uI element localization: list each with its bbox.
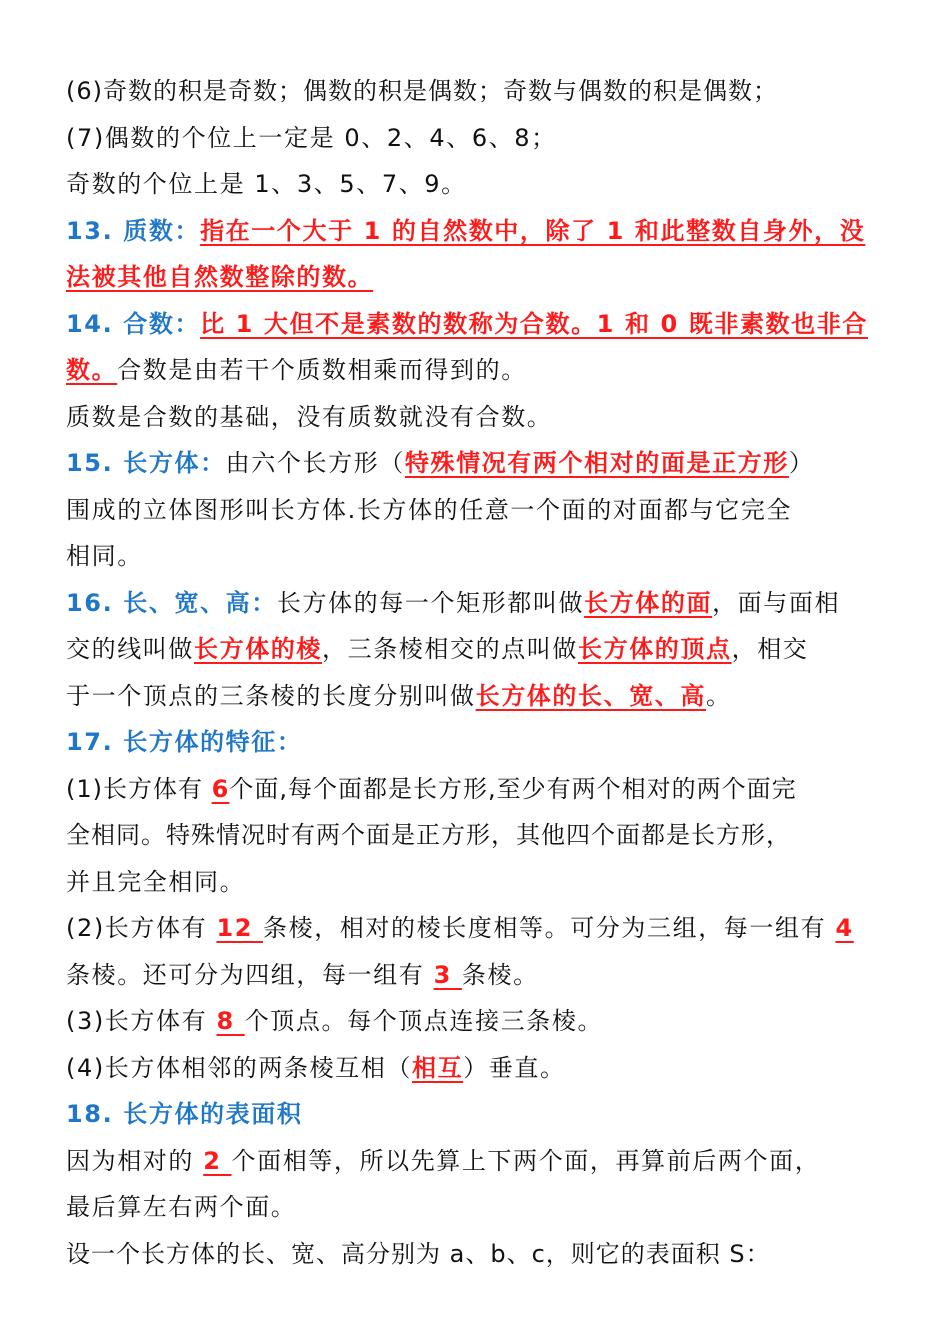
text: 。 [706, 681, 732, 710]
text: ，面与面相 [712, 588, 841, 617]
text: 设一个长方体的长、宽、高分别为 a、b、c，则它的表面积 S： [66, 1239, 771, 1268]
section-heading: 17. 长方体的特征： [66, 728, 303, 756]
text: (4)长方体相邻的两条棱互相（ [66, 1053, 412, 1082]
highlight-text: 指在一个大于 1 的自然数中，除了 1 和此整数自身外，没 [200, 216, 866, 245]
text: 条棱，相对的棱长度相等。可分为三组，每一组有 [263, 914, 836, 942]
text: 条棱。还可分为四组，每一组有 [66, 960, 434, 989]
section-heading: 13. 质数： [66, 216, 201, 245]
section-17 [66, 719, 888, 766]
text-line [66, 347, 888, 394]
text-line [66, 1138, 888, 1185]
text-line [66, 812, 888, 859]
highlight-text: 3 [433, 960, 462, 989]
text: ，三条棱相交的点叫做 [322, 635, 578, 663]
text: (7)偶数的个位上一定是 0、2、4、6、8； [66, 123, 557, 152]
section-heading: 15. 长方体： [66, 449, 226, 477]
text: 围成的立体图形叫长方体.长方体的任意一个面的对面都与它完全 [66, 495, 793, 524]
text: ）垂直。 [463, 1053, 566, 1082]
text: (1)长方体有 [66, 774, 212, 803]
text-line [66, 115, 888, 162]
highlight-text: 法被其他自然数整除的数。 [66, 263, 374, 291]
text-line [66, 487, 888, 534]
section-14 [66, 301, 888, 348]
text: (2)长方体有 [66, 914, 217, 942]
highlight-text: 相互 [412, 1053, 464, 1082]
text: 相同。 [66, 542, 143, 570]
highlight-text: 比 1 大但不是素数的数称为合数。1 和 0 既非素数也非合 [200, 309, 868, 338]
highlight-text: 长方体的面 [584, 588, 713, 617]
text-line [66, 1231, 888, 1278]
text: 个面相等，所以先算上下两个面，再算前后两个面， [231, 1146, 821, 1175]
text: (6)奇数的积是奇数；偶数的积是偶数；奇数与偶数的积是偶数； [66, 77, 778, 105]
section-heading: 14. 合数： [66, 309, 201, 338]
text: 长方体的每一个矩形都叫做 [276, 588, 585, 617]
text-line [66, 626, 888, 673]
text: 并且完全相同。 [66, 867, 246, 896]
text: 个顶点。每个顶点连接三条棱。 [244, 1007, 604, 1035]
highlight-text: 长方体的顶点 [578, 635, 732, 663]
highlight-text: 8 [216, 1007, 245, 1035]
text: 全相同。特殊情况时有两个面是正方形，其他四个面都是长方形， [66, 821, 791, 849]
text: ，相交 [731, 635, 809, 663]
text-line [66, 952, 888, 999]
section-15 [66, 440, 888, 487]
text: 个面,每个面都是长方形,至少有两个相对的两个面完 [229, 774, 797, 803]
section-18 [66, 1091, 888, 1138]
document-page [66, 68, 888, 1277]
section-16 [66, 580, 888, 627]
text: 因为相对的 [66, 1146, 204, 1175]
text: 合数是由若干个质数相乘而得到的。 [117, 356, 527, 384]
text-line [66, 161, 888, 208]
highlight-text: 12 [216, 914, 263, 942]
text: (3)长方体有 [66, 1007, 217, 1035]
text-line [66, 68, 888, 115]
text-line [66, 673, 888, 720]
highlight-text: 长方体的棱 [194, 635, 322, 663]
text-line [66, 1045, 888, 1092]
text: 由六个长方形（ [225, 449, 405, 477]
text: 条棱。 [461, 960, 539, 989]
highlight-text: 特殊情况有两个相对的面是正方形 [404, 449, 789, 477]
text-line [66, 533, 888, 580]
text-line [66, 1184, 888, 1231]
text-line [66, 394, 888, 441]
text: 最后算左右两个面。 [66, 1193, 297, 1221]
text-line [66, 766, 888, 813]
highlight-text: 2 [203, 1146, 232, 1175]
highlight-text: 数。 [66, 356, 118, 384]
text: 质数是合数的基础，没有质数就没有合数。 [66, 402, 553, 431]
text-line [66, 905, 888, 952]
text-line [66, 998, 888, 1045]
text: 于一个顶点的三条棱的长度分别叫做 [66, 681, 476, 710]
section-heading: 16. 长、宽、高： [66, 588, 277, 617]
section-13 [66, 208, 888, 255]
text: 奇数的个位上是 1、3、5、7、9。 [66, 170, 467, 198]
text-line [66, 254, 888, 301]
section-heading: 18. 长方体的表面积 [66, 1100, 303, 1128]
text: 交的线叫做 [66, 635, 194, 663]
highlight-text: 长方体的长、宽、高 [475, 681, 707, 710]
text-line [66, 859, 888, 906]
text: ） [788, 449, 815, 477]
highlight-text: 4 [835, 914, 854, 942]
highlight-text: 6 [211, 774, 230, 803]
